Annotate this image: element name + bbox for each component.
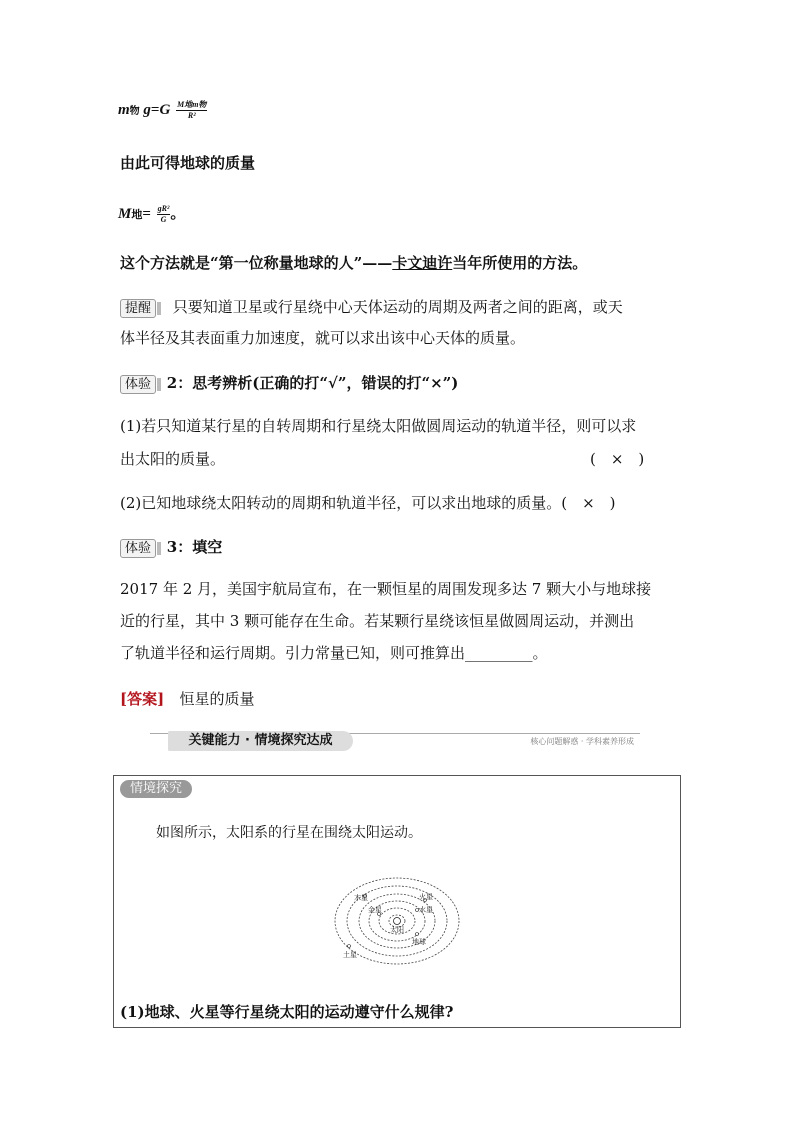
section-subtitle: 核心问题解惑 · 学科素养形成	[530, 737, 634, 746]
earth-marker	[416, 933, 419, 936]
label-mars: 火星	[419, 893, 433, 901]
exp2-heading: 体验 2：思考辨析(正确的打“√”，错误的打“×”)	[120, 372, 458, 394]
scenario-tag: 情境探究	[120, 780, 192, 798]
label-jupiter: 木星	[354, 894, 368, 902]
saturn-marker	[348, 945, 351, 948]
sun-marker	[394, 918, 401, 925]
label-venus: 金星	[368, 906, 382, 914]
scenario-question-1: (1)地球、火星等行星绕太阳的运动遵守什么规律?	[120, 1003, 454, 1021]
scenario-box	[113, 775, 681, 1028]
cavendish-line: 这个方法就是“第一位称量地球的人”——卡文迪许当年所使用的方法。	[120, 254, 588, 272]
formula2-fraction: $\frac{\text{gR²}}{G}$	[157, 204, 170, 225]
mass-intro-line: 由此可得地球的质量	[120, 154, 256, 172]
answer-line	[120, 688, 254, 709]
exp3-line-1: 2017 年 2 月，美国宇航局宣布，在一颗恒星的周围发现多达 7 颗大小与地球接	[120, 580, 652, 598]
formula-earth-mass: M地= $\frac{\text{gR²}}{G}$ 。	[118, 204, 186, 225]
solar-system-diagram	[329, 866, 469, 966]
exp2-question-2: (2)已知地球绕太阳转动的周期和轨道半径，可以求出地球的质量。( × )	[120, 494, 616, 512]
exp2-tag: 体验	[120, 375, 156, 394]
label-earth: 地球	[412, 938, 426, 946]
answer-text: 恒星的质量	[179, 690, 255, 708]
tip-tag: 提醒	[120, 299, 156, 318]
label-sun: 太阳	[390, 926, 404, 934]
exp2-question-1-mark: ( × )	[590, 450, 645, 468]
exp2-question-1-line2: 出太阳的质量。	[120, 450, 226, 468]
exp2-question-1: (1)若只知道某行星的自转周期和行星绕太阳做圆周运动的轨道半径，则可以求	[120, 417, 637, 435]
exp3-line-2: 近的行星，其中 3 颗可能存在生命。若某颗行星绕该恒星做圆周运动，并测出	[120, 612, 635, 630]
tip-line-2: 体半径及其表面重力加速度，就可以求出该中心天体的质量。	[120, 329, 526, 347]
formula1-fraction: $\frac{\text{M地m物}}{\text{R²}}$	[177, 100, 207, 120]
label-mercury: 水星	[419, 906, 433, 914]
exp3-heading: 体验 3：填空	[120, 536, 222, 558]
scenario-text: 如图所示，太阳系的行星在围绕太阳运动。	[156, 825, 422, 841]
tip-paragraph: 提醒 只要知道卫星或行星绕中心天体运动的周期及两者之间的距离，或天	[120, 296, 680, 318]
formula-gravity-weight: m物 g=G $\frac{\text{M地m物}}{\text{R²}}$	[118, 100, 207, 120]
exp3-tag: 体验	[120, 539, 156, 558]
exp3-line-3: 了轨道半径和运行周期。引力常量已知，则可推算出_________。	[120, 644, 548, 662]
label-saturn: 土星	[343, 951, 357, 959]
section-header	[150, 731, 640, 751]
answer-label: [答案]	[120, 690, 165, 708]
section-title: 关键能力 · 情境探究达成	[168, 731, 353, 751]
